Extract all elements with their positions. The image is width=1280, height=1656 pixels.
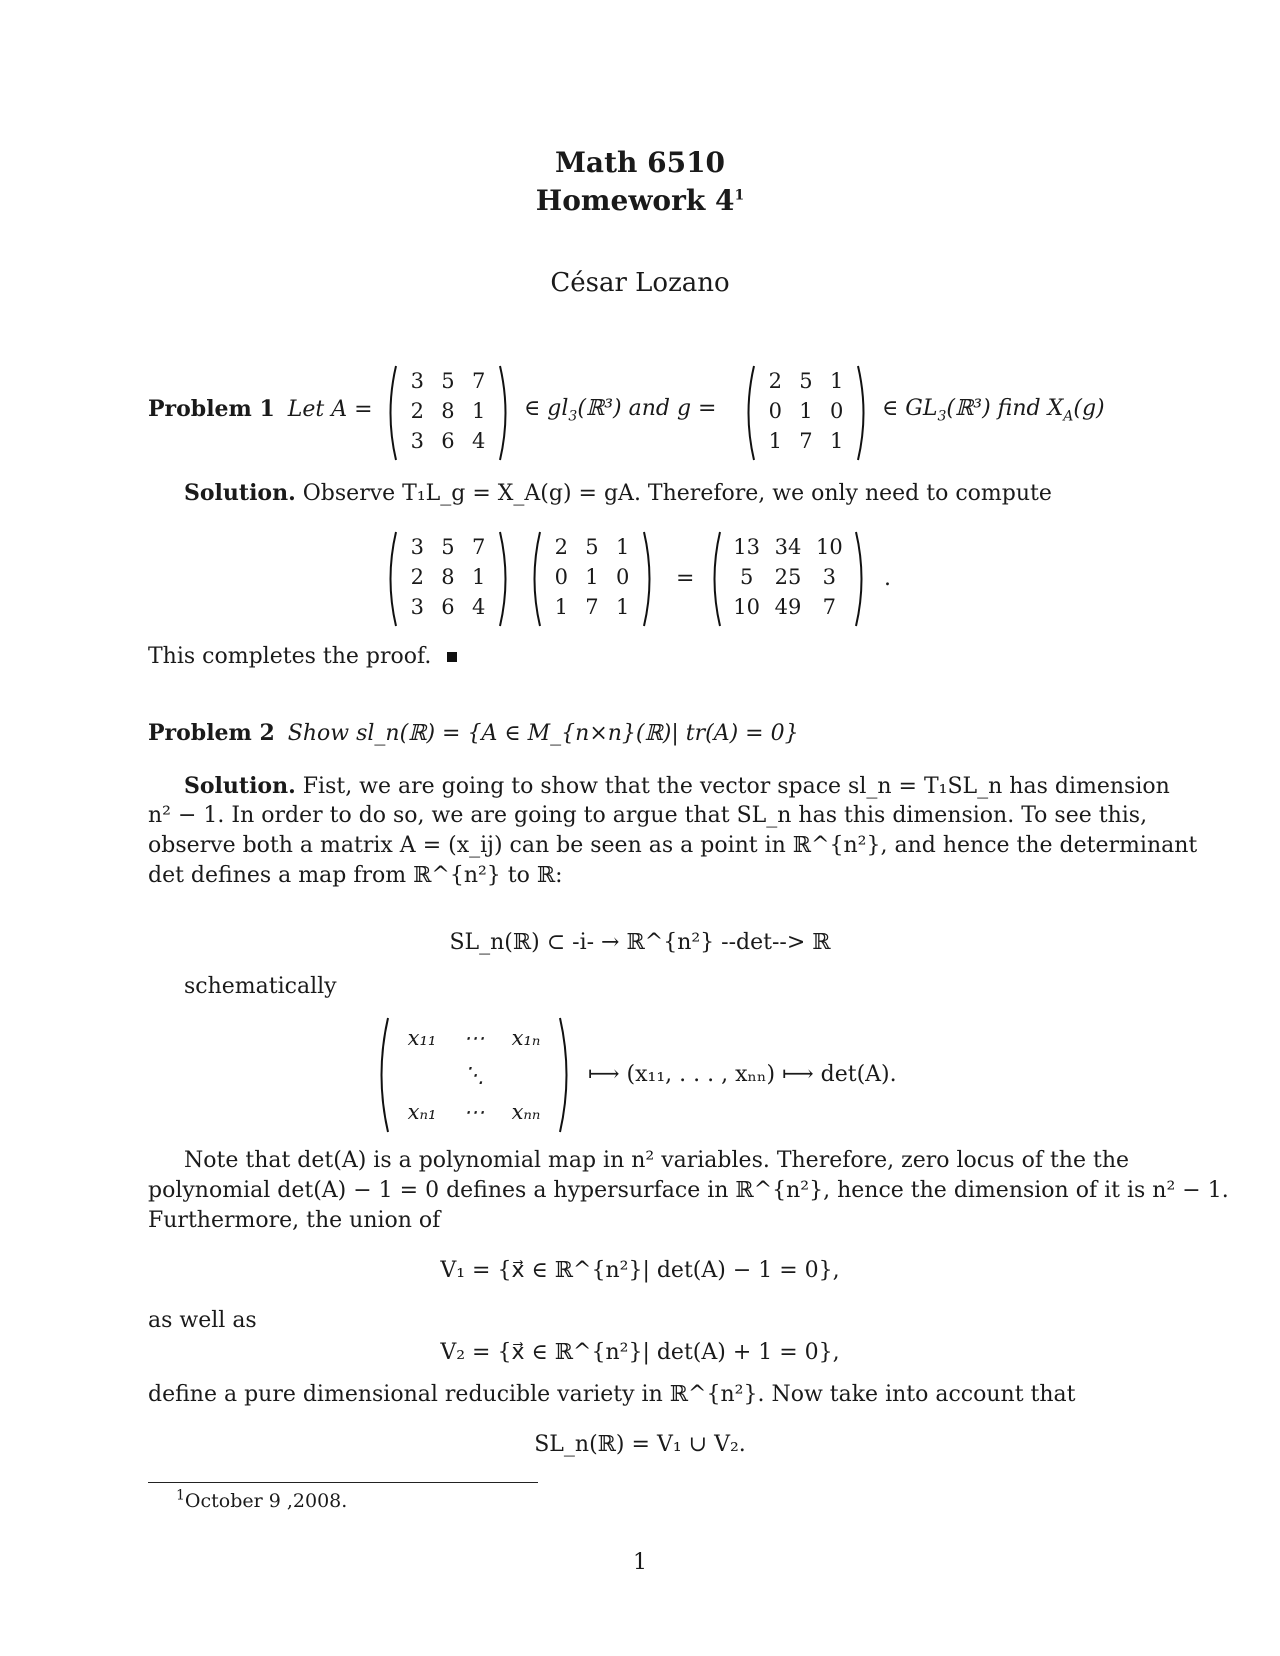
footnote-text: October 9 ,2008. — [184, 1490, 348, 1512]
as-well-as: as well as — [148, 1308, 257, 1333]
matrix-cell: 5 — [799, 369, 813, 393]
left-paren-icon — [528, 530, 542, 628]
matrix-cell: 2 — [554, 535, 569, 559]
matrix-cell: 8 — [441, 399, 455, 423]
product-matrix-g — [528, 530, 658, 628]
matrix-cell: 1 — [585, 565, 599, 589]
right-paren-icon — [498, 364, 512, 462]
matrix-cell: 1 — [554, 595, 569, 619]
matrix-cell: 2 — [768, 369, 783, 393]
matrix-cell: 2 — [410, 565, 425, 589]
matrix-cell: 7 — [822, 595, 836, 619]
matrix-cell: 7 — [799, 429, 813, 453]
solution2-para2-line1: Note that det(A) is a polynomial map in n² variables. Therefore, zero locus of the the — [184, 1148, 1130, 1173]
problem2-statement: Show sl_n(ℝ) = {A ∈ M_{n×n}(ℝ)| tr(A) = 0} — [287, 721, 799, 746]
page-number: 1 — [633, 1550, 647, 1575]
matrix-cell: 7 — [471, 369, 486, 393]
matrix-cell: 5 — [441, 369, 455, 393]
X-subscript: A — [1063, 408, 1074, 425]
matrix-cell: 6 — [441, 429, 455, 453]
problem2-label: Problem 2 — [148, 720, 275, 746]
homework-title-text: Homework 4 — [535, 184, 735, 217]
matrix-cell: 1 — [768, 429, 783, 453]
matrix-cell: 1 — [471, 399, 486, 423]
left-paren-icon — [384, 364, 398, 462]
matrix-cell: 5 — [739, 565, 754, 589]
matrix-cell: xₙ₁ — [407, 1100, 437, 1124]
GL-subscript: 3 — [937, 408, 947, 425]
left-paren-icon — [384, 530, 398, 628]
product-a-grid — [402, 532, 494, 622]
product-g-grid — [546, 532, 638, 622]
matrix-g-grid — [760, 366, 852, 456]
right-paren-icon — [498, 530, 512, 628]
right-paren-icon — [642, 530, 656, 628]
matrix-cell: 0 — [554, 565, 569, 589]
matrix-cell: xₙₙ — [511, 1100, 541, 1124]
gl-subscript: 3 — [568, 408, 578, 425]
GL-rest: (ℝ³) find X — [946, 396, 1064, 421]
general-matrix — [374, 1016, 574, 1134]
GL-end: (g) — [1073, 396, 1105, 421]
matrix-cell: 1 — [799, 399, 813, 423]
matrix-cell: 0 — [829, 399, 844, 423]
right-paren-icon — [558, 1016, 574, 1134]
solution1-text: Observe T₁L_g = X_A(g) = gA. Therefore, we only need to compute — [302, 481, 1052, 506]
matrix-cell: 7 — [585, 595, 599, 619]
matrix-cell: 25 — [774, 565, 802, 589]
solution2-line4: det defines a map from ℝ^{n²} to ℝ: — [148, 863, 563, 888]
matrix-cell: ⋱ — [463, 1063, 485, 1087]
solution2-para2-line3: Furthermore, the union of — [148, 1208, 441, 1233]
solution2-line2: n² − 1. In order to do so, we are going to argue that SL_n has this dimension. To see this, — [148, 803, 1148, 828]
matrix-cell: 0 — [615, 565, 630, 589]
matrix-cell: 5 — [441, 535, 455, 559]
matrix-cell: x₁ₙ — [511, 1026, 541, 1050]
matrix-cell: 3 — [410, 535, 425, 559]
v2-definition: V₂ = {x⃗ ∈ ℝ^{n²}| det(A) + 1 = 0}, — [440, 1340, 840, 1365]
solution1-label: Solution. — [184, 480, 296, 506]
matrix-cell: 5 — [585, 535, 599, 559]
matrix-g — [742, 364, 872, 462]
course-title-text: Math 6510 — [554, 146, 726, 179]
matrix-cell: 10 — [815, 535, 843, 559]
matrix-cell: 3 — [410, 429, 425, 453]
matrix-cell: 49 — [774, 595, 802, 619]
left-paren-icon — [374, 1016, 390, 1134]
footnote-mark: 1 — [176, 1487, 185, 1504]
problem1-let: Let A = — [287, 397, 373, 422]
solution2-para2-line2: polynomial det(A) − 1 = 0 defines a hypersurface in ℝ^{n²}, hence the dimension of it is n² − 1. — [148, 1178, 1229, 1203]
product-result-grid — [726, 532, 850, 622]
matrix-cell: 4 — [471, 595, 486, 619]
qed-icon — [447, 652, 457, 662]
v1-definition: V₁ = {x⃗ ∈ ℝ^{n²}| det(A) − 1 = 0}, — [440, 1258, 840, 1283]
homework-title — [0, 184, 1280, 217]
course-title — [0, 146, 1280, 179]
matrix-cell: x₁₁ — [407, 1026, 437, 1050]
matrix-cell: 3 — [410, 369, 425, 393]
matrix-a — [384, 364, 514, 462]
right-paren-icon — [856, 364, 870, 462]
product-period: . — [884, 566, 891, 591]
solution2-line3: observe both a matrix A = (x_ij) can be seen as a point in ℝ^{n²}, and hence the determinant — [148, 833, 1198, 858]
solution2-line1 — [184, 771, 1170, 802]
matrix-cell: 1 — [829, 429, 844, 453]
matrix-cell: ⋯ — [463, 1100, 485, 1124]
matrix-cell: 3 — [822, 565, 836, 589]
proof-complete-text: This completes the proof. — [148, 644, 432, 669]
matrix-cell: 6 — [441, 595, 455, 619]
matrix-cell: 1 — [471, 565, 486, 589]
sl-embedding-diagram: SL_n(ℝ) ⊂ -i- → ℝ^{n²} --det--> ℝ — [449, 930, 831, 955]
matrix-cell: 1 — [829, 369, 844, 393]
solution2-label: Solution. — [184, 773, 296, 799]
matrix-map-text: ⟼ (x₁₁, . . . , xₙₙ) ⟼ det(A). — [588, 1062, 897, 1087]
matrix-cell: 0 — [768, 399, 783, 423]
solution2-line1-text: Fist, we are going to show that the vector space sl_n = T₁SL_n has dimension — [302, 774, 1170, 799]
problem1-gl-text — [524, 394, 716, 424]
gl-symbol: ∈ gl — [524, 396, 569, 421]
matrix-cell: 8 — [441, 565, 455, 589]
matrix-cell: 1 — [615, 535, 630, 559]
product-matrix-a — [384, 530, 514, 628]
general-matrix-grid — [396, 1020, 552, 1131]
footnote-marker[interactable]: 1 — [734, 187, 745, 204]
matrix-cell: 4 — [471, 429, 486, 453]
matrix-cell: 3 — [410, 595, 425, 619]
matrix-cell — [500, 1057, 552, 1094]
problem2-heading — [148, 718, 799, 749]
matrix-cell: 13 — [733, 535, 761, 559]
matrix-cell: 10 — [733, 595, 761, 619]
problem1-GL-text — [882, 394, 1105, 424]
matrix-cell — [396, 1057, 448, 1094]
problem1-heading — [148, 394, 373, 425]
footnote — [176, 1487, 348, 1512]
schematically-label: schematically — [184, 974, 337, 999]
problem1-label: Problem 1 — [148, 396, 275, 422]
sl-union: SL_n(ℝ) = V₁ ∪ V₂. — [534, 1432, 746, 1457]
product-result-matrix — [708, 530, 868, 628]
matrix-cell: 7 — [471, 535, 486, 559]
footnote-rule — [148, 1482, 538, 1483]
product-equals: = — [676, 566, 695, 591]
left-paren-icon — [742, 364, 756, 462]
matrix-cell: 2 — [410, 399, 425, 423]
matrix-cell: ⋯ — [463, 1026, 485, 1050]
proof-complete — [148, 642, 457, 672]
right-paren-icon — [854, 530, 868, 628]
solution1-intro — [184, 478, 1052, 509]
matrix-cell: 34 — [774, 535, 802, 559]
left-paren-icon — [708, 530, 722, 628]
solution2-para3: define a pure dimensional reducible variety in ℝ^{n²}. Now take into account that — [148, 1382, 1076, 1407]
author-name: César Lozano — [550, 268, 730, 298]
matrix-cell: 1 — [615, 595, 630, 619]
gl-rest: (ℝ³) and g = — [577, 396, 717, 421]
matrix-a-grid — [402, 366, 494, 456]
GL-symbol: ∈ GL — [882, 396, 938, 421]
